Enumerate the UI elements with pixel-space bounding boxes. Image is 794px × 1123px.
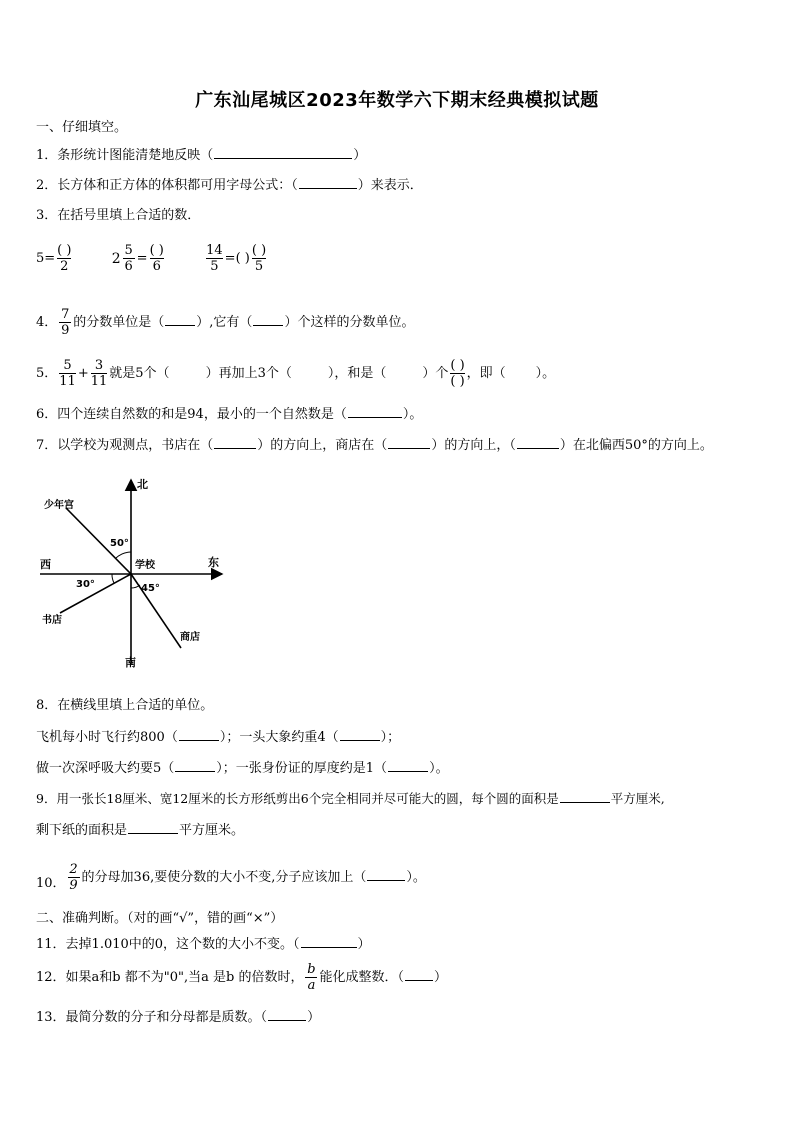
question-2: 2．长方体和正方体的体积都可用字母公式：（ ）来表示． [36, 178, 423, 193]
fraction[interactable]: $\frac{( )}{( )}$ [450, 358, 465, 389]
question-6: 6．四个连续自然数的和是94，最小的一个自然数是（ ）。 [36, 407, 423, 422]
fraction: $\frac{14}{5}$ [206, 243, 223, 274]
expr-1: 5= $\frac{( )}{2}$ [36, 243, 72, 274]
label-youth-palace: 少年宫 [44, 500, 74, 511]
question-10: 10． $\frac{2}{9}$ 的分母加36,要使分数的大小不变,分子应该加上（ ）。 [36, 862, 426, 893]
answer-blank[interactable] [214, 436, 256, 449]
question-number: 5． [36, 366, 58, 381]
answer-blank[interactable] [301, 935, 357, 948]
question-text: 长方体和正方体的体积都可用字母公式：（ [57, 178, 298, 193]
question-number: 7． [36, 438, 58, 453]
label-shop: 商店 [180, 632, 200, 643]
direction-diagram [36, 470, 236, 675]
question-3 [36, 207, 200, 225]
question-13: 13．最简分数的分子和分母都是质数。（ ） [36, 1010, 321, 1025]
fraction: $\frac{2}{9}$ [69, 862, 78, 893]
expr-2: 2 $\frac{5}{6}$ = $\frac{( )}{6}$ [111, 243, 164, 274]
fraction: $\frac{7}{9}$ [61, 307, 70, 338]
question-number: 4． [36, 315, 58, 330]
fraction: $\frac{5}{6}$ [124, 243, 133, 274]
expr-3: $\frac{14}{5}$ =( ) $\frac{( )}{5}$ [206, 243, 267, 274]
label-bookstore: 书店 [42, 615, 62, 626]
answer-blank[interactable] [367, 868, 405, 881]
question-3-expressions [36, 243, 268, 274]
question-11: 11．去掉1.010中的0，这个数的大小不变。（ ） [36, 937, 371, 952]
answer-blank[interactable] [268, 1008, 306, 1021]
answer-blank[interactable] [299, 176, 357, 189]
question-8-line-2: 做一次深呼吸大约要5（ ）；一张身份证的厚度约是1（ ）。 [36, 761, 449, 776]
question-text: 条形统计图能清楚地反映（ [57, 148, 214, 163]
question-8 [36, 697, 213, 715]
answer-blank[interactable] [253, 313, 283, 326]
angle-arc-north [116, 552, 131, 558]
fraction: $\frac{( )}{6}$ [149, 243, 164, 274]
question-number: 1． [36, 148, 58, 163]
question-number: 8． [36, 698, 58, 713]
question-12: 12．如果a和b 都不为"0",当a 是b 的倍数时， $\frac{b}{a}$ 能化成整数．（ ） [36, 962, 447, 993]
angle-arc-se [131, 585, 140, 588]
answer-blank[interactable] [517, 436, 559, 449]
question-number: 10． [36, 876, 66, 891]
answer-blank[interactable] [560, 790, 610, 803]
question-text: 在括号里填上合适的数． [57, 208, 201, 223]
question-number: 9． [36, 791, 57, 806]
question-4: 4． $\frac{7}{9}$ 的分数单位是（ ）,它有（ ）个这样的分数单位。 [36, 307, 415, 338]
answer-blank[interactable] [128, 821, 178, 834]
question-number: 12． [36, 970, 66, 985]
answer-blank[interactable] [175, 759, 215, 772]
answer-blank[interactable] [388, 436, 430, 449]
answer-blank[interactable] [214, 146, 352, 159]
label-school: 学校 [135, 560, 155, 571]
answer-blank[interactable] [165, 313, 195, 326]
question-1: 1．条形统计图能清楚地反映（ ） [36, 148, 367, 163]
answer-blank[interactable] [405, 968, 433, 981]
question-9-line-2: 剩下纸的面积是 平方厘米。 [36, 823, 245, 838]
answer-blank[interactable] [179, 728, 219, 741]
question-9: 9．用一张长18厘米、宽12厘米的长方形纸剪出6个完全相同并尽可能大的圆，每个圆的面积是 平方厘米, [36, 791, 665, 806]
fraction: $\frac{( )}{2}$ [57, 243, 72, 274]
angle-arc-west [112, 574, 114, 583]
label-angle-30: 30° [76, 579, 95, 590]
answer-blank[interactable] [340, 728, 380, 741]
question-number: 2． [36, 178, 58, 193]
label-north: 北 [137, 478, 148, 491]
label-angle-50: 50° [110, 538, 129, 549]
fraction: $\frac{3}{11}$ [90, 358, 108, 389]
question-5: 5． $\frac{5}{11}$ + $\frac{3}{11}$ 就是5个（ ）再加上3个（ ），和是（ ）个 $\frac{( )}{( )}$ ，即（ ）。 [36, 358, 556, 389]
answer-blank[interactable] [388, 759, 428, 772]
question-text: 最简分数的分子和分母都是质数。（ [65, 1010, 268, 1025]
page-title: 广东汕尾城区2023年数学六下期末经典模拟试题 [195, 90, 599, 111]
label-south: 南 [125, 656, 136, 669]
question-text: 四个连续自然数的和是94，最小的一个自然数是（ [57, 407, 347, 422]
section-heading-fill-in: 一、仔细填空。 [36, 120, 128, 135]
question-text: 在横线里填上合适的单位。 [57, 698, 214, 713]
question-text: 去掉1.010中的0，这个数的大小不变。（ [65, 937, 300, 952]
question-number: 13． [36, 1010, 66, 1025]
label-west: 西 [40, 558, 51, 571]
ray-bookstore [60, 574, 131, 613]
label-angle-45: 45° [141, 583, 160, 594]
fraction: $\frac{b}{a}$ [307, 962, 316, 993]
fraction: $\frac{5}{11}$ [59, 358, 76, 389]
question-number: 11． [36, 937, 66, 952]
section-heading-true-false: 二、准确判断。（对的画“√”，错的画“×”） [36, 911, 284, 926]
fraction: $\frac{( )}{5}$ [251, 243, 267, 274]
question-number: 3． [36, 208, 58, 223]
question-8-line-1: 飞机每小时飞行约800（ ）；一头大象约重4（ ）； [36, 730, 401, 745]
question-number: 6． [36, 407, 58, 422]
label-east: 东 [208, 556, 219, 569]
question-7: 7．以学校为观测点，书店在（ ）的方向上，商店在（ ）的方向上，（ ）在北偏西50°的方向上。 [36, 438, 713, 453]
answer-blank[interactable] [348, 405, 402, 418]
